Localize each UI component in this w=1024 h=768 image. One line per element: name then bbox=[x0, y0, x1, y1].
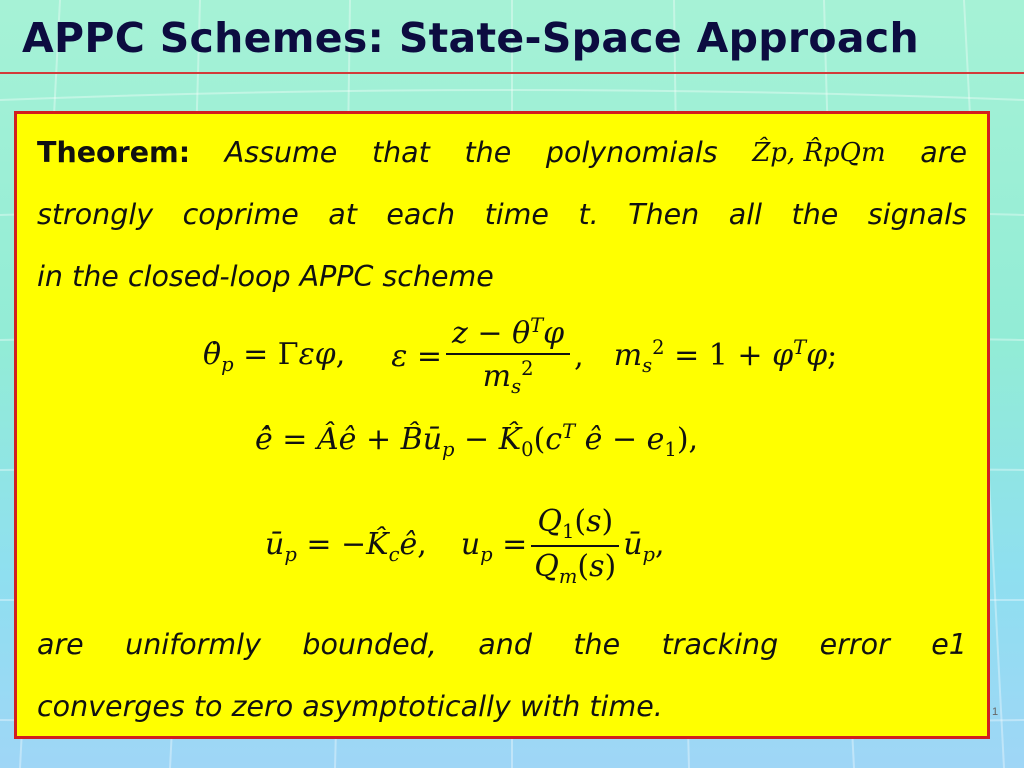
theorem-line-3-text: in the closed-loop APPC scheme bbox=[37, 260, 494, 293]
word: at bbox=[328, 198, 357, 231]
word: the bbox=[791, 198, 839, 231]
word: strongly bbox=[37, 198, 154, 231]
page-number: 1 bbox=[992, 706, 999, 718]
word: bounded, bbox=[302, 628, 437, 661]
word: Assume bbox=[224, 136, 338, 169]
word: are bbox=[920, 136, 967, 169]
theorem-conclusion bbox=[37, 614, 967, 738]
word: time bbox=[484, 198, 549, 231]
word: tracking bbox=[661, 628, 779, 661]
equation-3: $ū_p$ = $-K̂_cê$, $u_p$ = $\frac{Q_1(s)}{Q_m(s)}$ $ū_p$, bbox=[265, 504, 665, 588]
word: signals bbox=[867, 198, 967, 231]
word: error bbox=[819, 628, 890, 661]
word: the bbox=[573, 628, 621, 661]
polynomials-math: Ẑp, R̂pQm bbox=[752, 138, 886, 168]
word: uniformly bbox=[125, 628, 261, 661]
theorem-line-2 bbox=[37, 184, 967, 246]
word: are bbox=[37, 628, 84, 661]
conclusion-line-2-text: converges to zero asymptotically with time. bbox=[37, 690, 663, 723]
theorem-label: Theorem: bbox=[37, 136, 191, 169]
theorem-line-1 bbox=[37, 122, 967, 184]
word: all bbox=[728, 198, 763, 231]
equation-1: $\thetȧ_p = \Gamma\varepsilon\varphi$, ε = $\frac{z - \theta^T\varphi}{m_s^2}$ , $m_s^2 = 1 + \varphi^T\varphi$; bbox=[203, 314, 838, 398]
slide-title: APPC Schemes: State-Space Approach bbox=[22, 14, 919, 62]
word: each bbox=[386, 198, 456, 231]
conclusion-line-1 bbox=[37, 614, 967, 676]
conclusion-line-2 bbox=[37, 676, 967, 738]
theorem-box bbox=[14, 111, 990, 739]
equation-2: ê̇ = Âê + $B̂ū_p$ − $K̂_0(c^T$ ê − $e_1$), bbox=[255, 420, 699, 461]
word: t. bbox=[578, 198, 599, 231]
word: that bbox=[371, 136, 430, 169]
theorem-line-3 bbox=[37, 246, 967, 308]
word: Then bbox=[628, 198, 700, 231]
word: and bbox=[478, 628, 532, 661]
word: coprime bbox=[182, 198, 299, 231]
word: e1 bbox=[931, 628, 967, 661]
word: polynomials bbox=[545, 136, 718, 169]
theorem-statement bbox=[37, 122, 967, 308]
title-underline bbox=[0, 72, 1024, 74]
word: the bbox=[464, 136, 512, 169]
